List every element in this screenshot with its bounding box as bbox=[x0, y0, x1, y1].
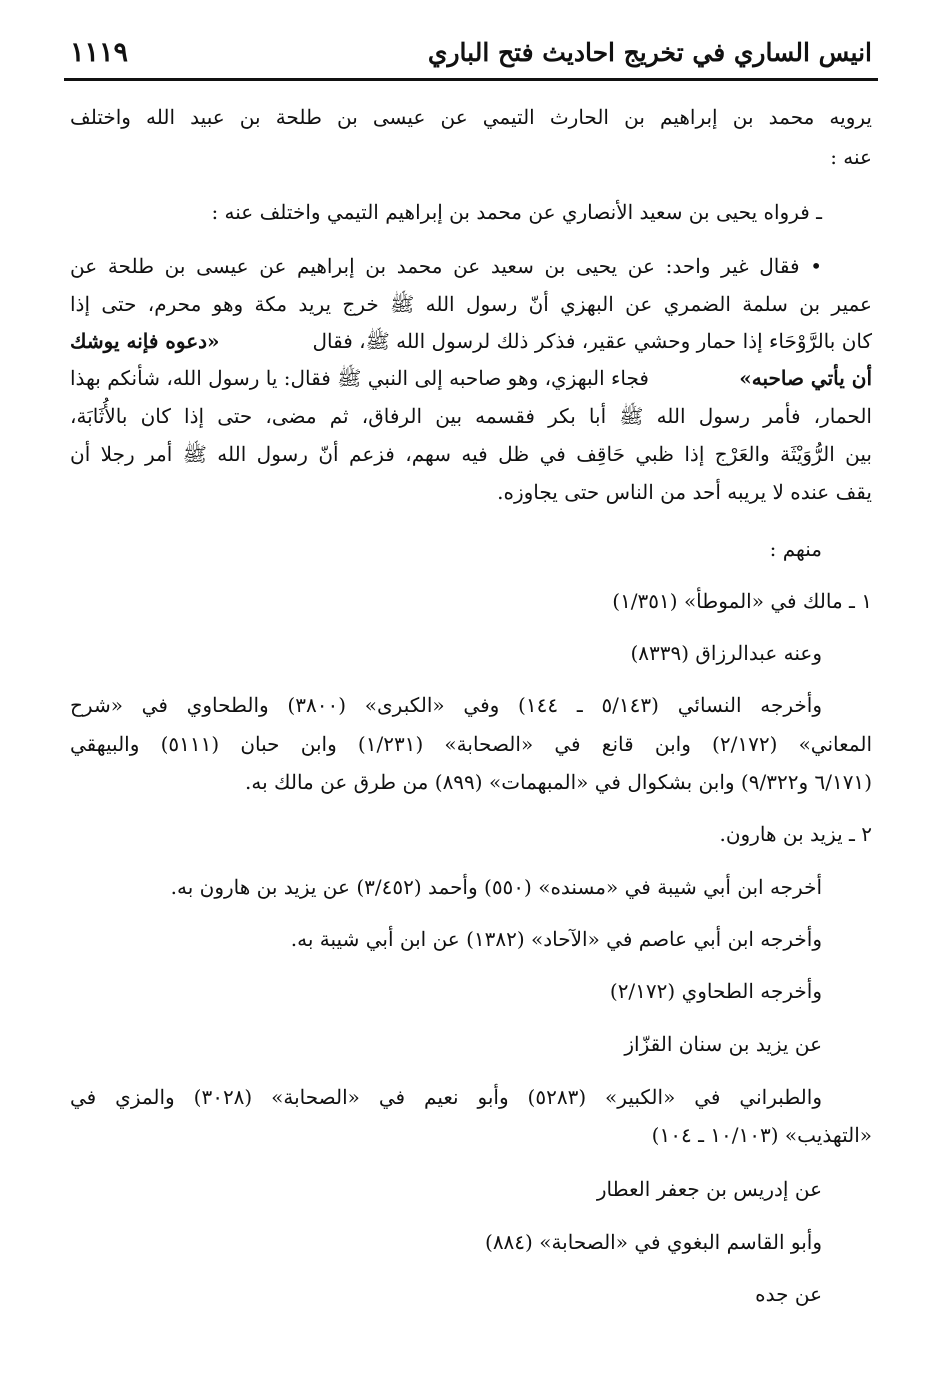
text-span: كان بالرَّوْحَاء إذا حمار وحشي عقير، فذكر ذلك لرسول الله ﷺ، فقال bbox=[312, 329, 872, 353]
text-line: المعاني» (٢/١٧٢) وابن قانع في «الصحابة» (١/٢٣١) وابن حبان (٥١١١) والبيهقي bbox=[70, 732, 872, 756]
page-number: ١١١٩ bbox=[70, 36, 129, 68]
text-line: • فقال غير واحد: عن يحيى بن سعيد عن محمد بن إبراهيم عن عيسى بن طلحة عن bbox=[70, 254, 822, 278]
text-line: يرويه محمد بن إبراهيم بن الحارث التيمي عن عيسى بن طلحة بن عبيد الله واختلف bbox=[70, 105, 872, 129]
text-line bbox=[70, 364, 872, 392]
text-line: الحمار، فأمر رسول الله ﷺ أبا بكر فقسمه بين الرفاق، ثم مضى، حتى إذا كان بالأُثَابَة، bbox=[70, 404, 872, 428]
text-line: عن إدريس بن جعفر العطار bbox=[596, 1177, 822, 1201]
numbered-item: ٢ ـ يزيد بن هارون. bbox=[719, 822, 872, 846]
text-line: والطبراني في «الكبير» (٥٢٨٣) وأبو نعيم في «الصحابة» (٣٠٢٨) والمزي في bbox=[70, 1085, 822, 1109]
running-title: انيس الساري في تخريج احاديث فتح الباري bbox=[427, 37, 872, 67]
page-header bbox=[70, 30, 872, 74]
text-line: وأبو القاسم البغوي في «الصحابة» (٨٨٤) bbox=[485, 1230, 822, 1254]
text-line: عنه : bbox=[830, 145, 872, 169]
text-line: يقف عنده لا يريبه أحد من الناس حتى يجاوزه. bbox=[497, 480, 872, 504]
text-line: عمير بن سلمة الضمري عن البهزي أنّ رسول الله ﷺ خرج يريد مكة وهو محرم، حتى إذا bbox=[70, 292, 872, 316]
text-span: فجاء البهزي، وهو صاحبه إلى النبي ﷺ فقال: يا رسول الله، شأنكم بهذا bbox=[70, 366, 649, 390]
text-line bbox=[70, 327, 872, 355]
text-line: (٦/١٧١ و٩/٣٢٢) وابن بشكوال في «المبهمات» (٨٩٩) من طرق عن مالك به. bbox=[245, 770, 872, 794]
text-line: ـ فرواه يحيى بن سعيد الأنصاري عن محمد بن إبراهيم التيمي واختلف عنه : bbox=[211, 200, 822, 224]
text-line: وعنه عبدالرزاق (٨٣٣٩) bbox=[630, 641, 822, 665]
text-line: بين الرُّوَيْثَة والعَرْج إذا ظبي حَاقِف في ظل فيه سهم، فزعم أنّ رسول الله ﷺ أمر رجلا أن bbox=[70, 442, 872, 466]
quoted-hadith: أن يأتي صاحبه» bbox=[739, 366, 872, 390]
text-line: وأخرجه ابن أبي عاصم في «الآحاد» (١٣٨٢) عن ابن أبي شيبة به. bbox=[290, 927, 822, 951]
text-line: عن يزيد بن سنان القزّاز bbox=[624, 1032, 822, 1056]
text-line: وأخرجه النسائي (٥/١٤٣ ـ ١٤٤) وفي «الكبرى» (٣٨٠٠) والطحاوي في «شرح bbox=[70, 693, 823, 717]
text-line: عن جده bbox=[755, 1282, 822, 1306]
text-line: وأخرجه الطحاوي (٢/١٧٢) bbox=[609, 979, 822, 1003]
header-rule bbox=[64, 78, 878, 81]
quoted-hadith: «دعوه فإنه يوشك bbox=[70, 329, 220, 353]
text-line: أخرجه ابن أبي شيبة في «مسنده» (٥٥٠) وأحمد (٣/٤٥٢) عن يزيد بن هارون به. bbox=[170, 875, 822, 899]
numbered-item: ١ ـ مالك في «الموطأ» (١/٣٥١) bbox=[612, 589, 872, 613]
text-line: منهم : bbox=[769, 537, 822, 561]
text-line: «التهذيب» (١٠/١٠٣ ـ ١٠٤) bbox=[651, 1123, 872, 1147]
